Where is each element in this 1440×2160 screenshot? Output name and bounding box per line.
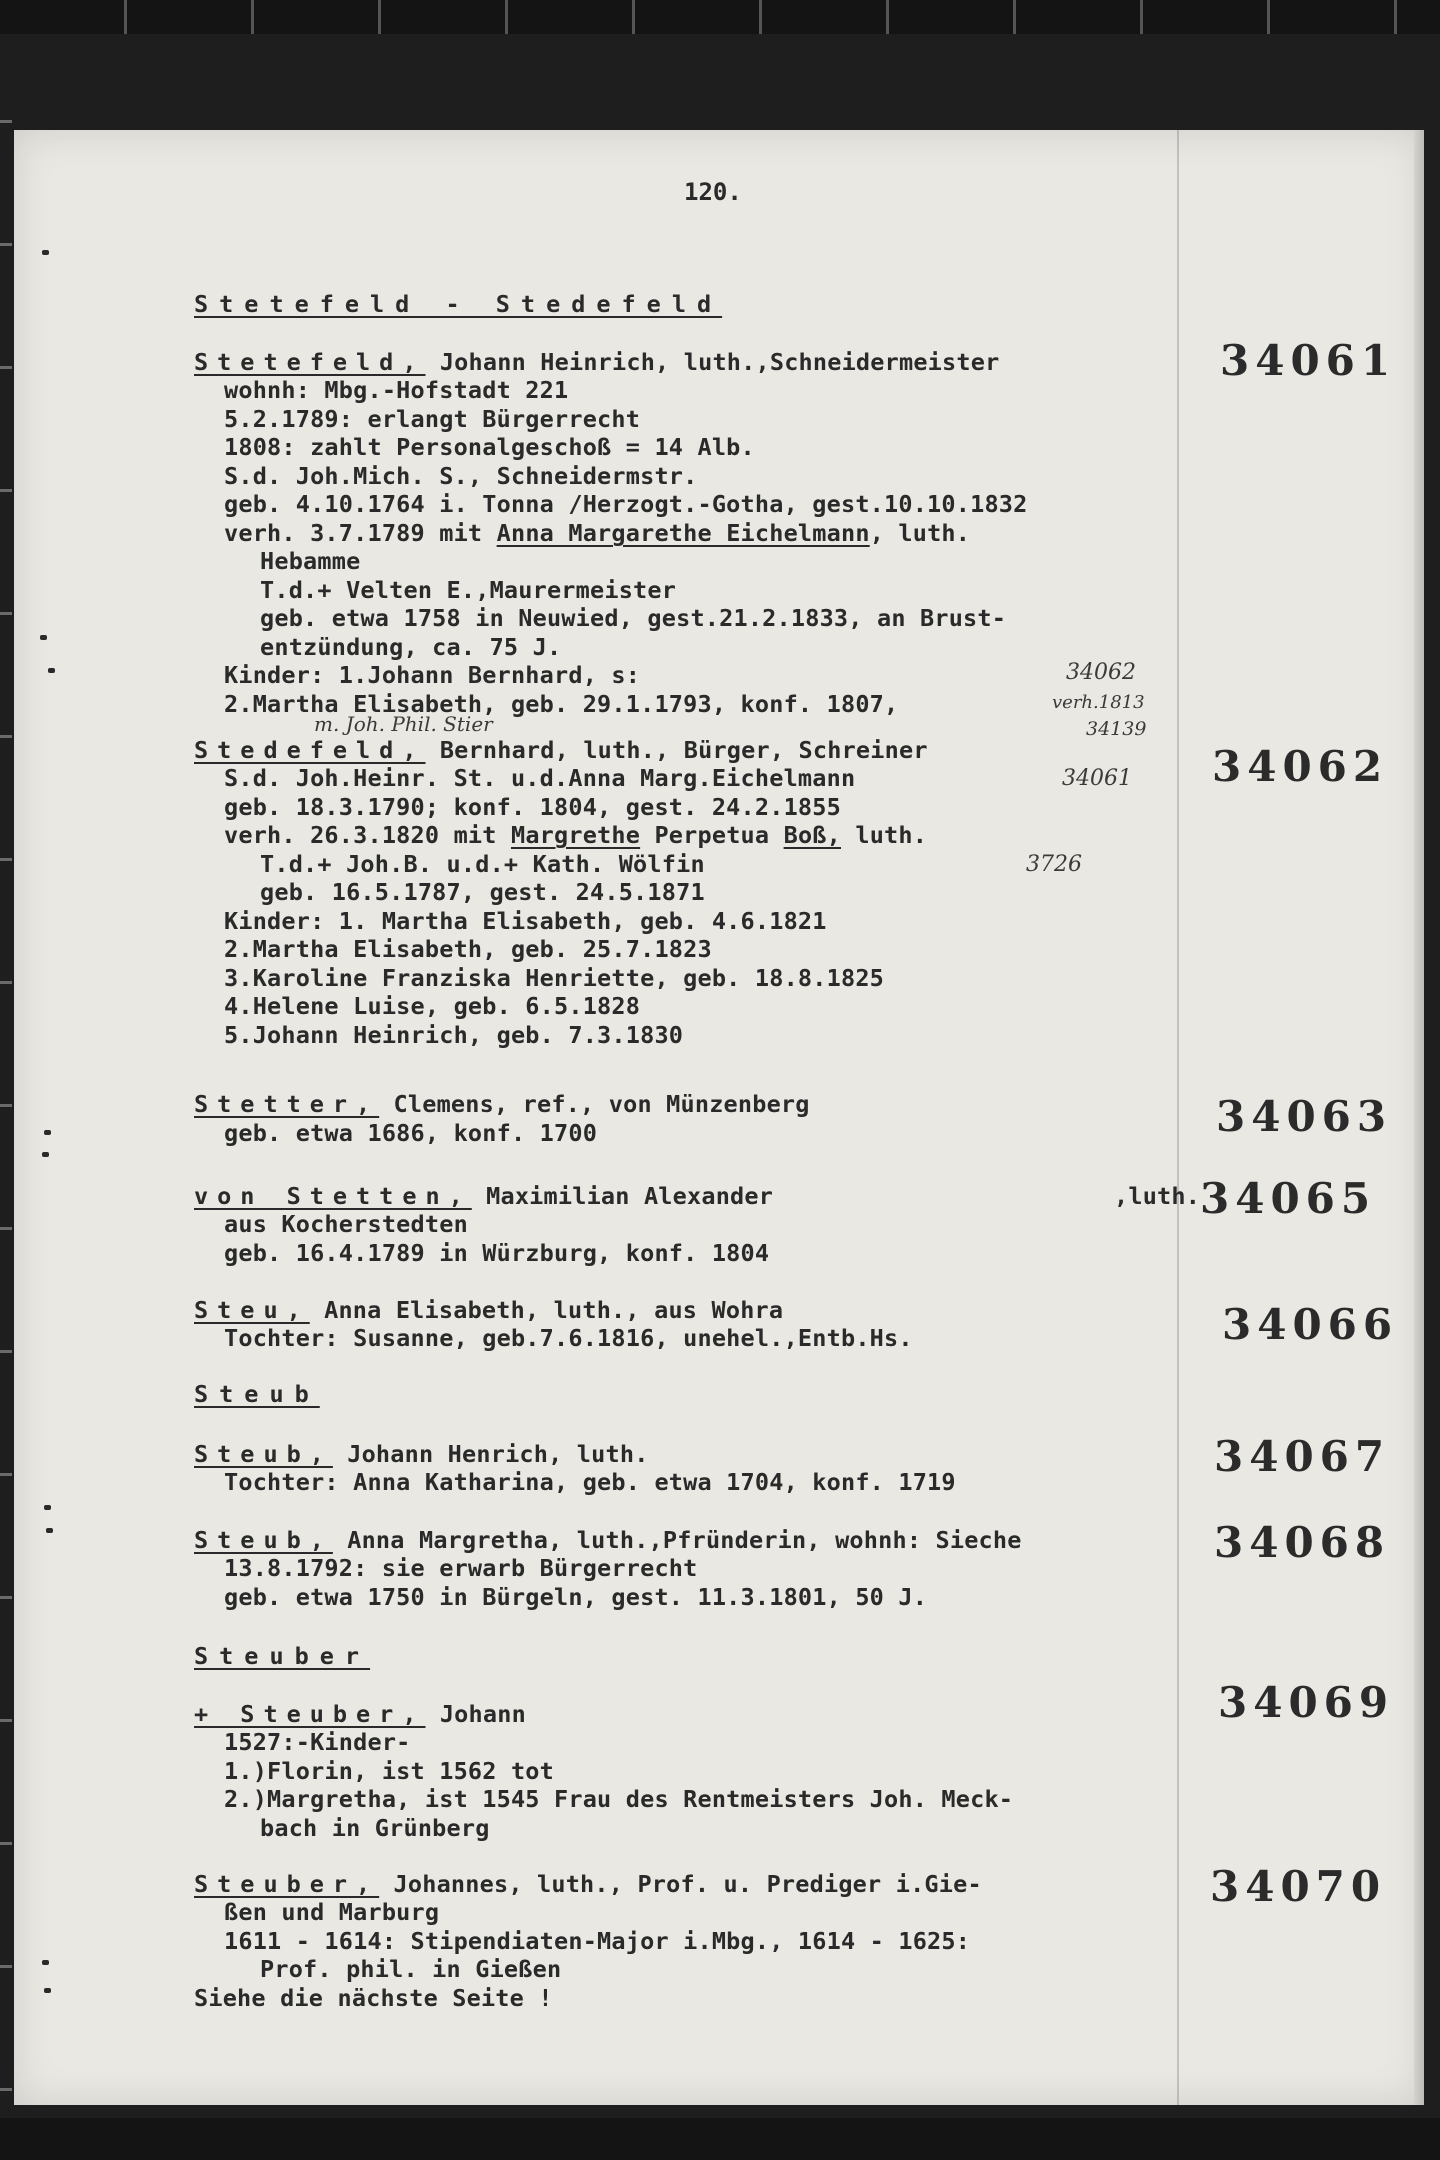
- entry-header: [194, 1526, 1022, 1555]
- punch-mark: [44, 1988, 51, 1993]
- entry-line: Tochter: Anna Katharina, geb. etwa 1704, konf. 1719: [224, 1468, 956, 1496]
- entry-header: [194, 1090, 810, 1119]
- entry-line: 5.2.1789: erlangt Bürgerrecht: [224, 405, 641, 433]
- entry-line: S.d. Joh.Mich. S., Schneidermstr.: [224, 462, 698, 490]
- entry-number: 34063: [1216, 1092, 1393, 1141]
- margin-line: [1177, 130, 1179, 2105]
- entry-line: 13.8.1792: sie erwarb Bürgerrecht: [224, 1554, 698, 1582]
- entry-line-text: verh. 3.7.1789 mit: [224, 519, 497, 547]
- punch-mark: [48, 668, 55, 673]
- entry-number: 34067: [1214, 1432, 1391, 1481]
- entry-header-text: Johann Henrich, luth.: [332, 1440, 649, 1468]
- handwritten-note: 34061: [1062, 766, 1132, 791]
- entry-header-text: Johann: [425, 1700, 526, 1728]
- entry-line-text: Perpetua: [640, 821, 784, 849]
- subheading: Steuber: [194, 1642, 371, 1670]
- entry-line: geb. 4.10.1764 i. Tonna /Herzogt.-Gotha, gest.10.10.1832: [224, 490, 1028, 518]
- punch-mark: [42, 1960, 49, 1965]
- spouse-name: Margrethe: [510, 821, 641, 849]
- entry-name: von Stetten,: [194, 1182, 472, 1210]
- entry-line: ßen und Marburg: [224, 1898, 440, 1926]
- entry-line: 1808: zahlt Personalgeschoß = 14 Alb.: [224, 433, 755, 461]
- film-strip-top: [0, 0, 1440, 34]
- entry-line: Prof. phil. in Gießen: [260, 1955, 562, 1983]
- entry-line: Kinder: 1. Martha Elisabeth, geb. 4.6.1821: [224, 907, 827, 935]
- entry-line: entzündung, ca. 75 J.: [260, 633, 562, 661]
- entry-line: 5.Johann Heinrich, geb. 7.3.1830: [224, 1021, 684, 1049]
- subheading: Steub: [194, 1380, 320, 1408]
- entry-line: 1527:-Kinder-: [224, 1728, 411, 1756]
- punch-mark: [44, 1505, 51, 1510]
- punch-mark: [44, 1130, 51, 1135]
- entry-number: 34066: [1222, 1300, 1399, 1349]
- spouse-name: Anna Margarethe Eichelmann: [496, 519, 870, 547]
- entry-line: geb. etwa 1750 in Bürgeln, gest. 11.3.1801, 50 J.: [224, 1583, 928, 1611]
- entry-header-text: Bernhard, luth., Bürger, Schreiner: [425, 736, 928, 764]
- handwritten-note: 34139: [1086, 718, 1147, 740]
- entry-line: 4.Helene Luise, geb. 6.5.1828: [224, 992, 641, 1020]
- handwritten-note: m. Joh. Phil. Stier: [314, 712, 493, 736]
- entry-header: [194, 1296, 783, 1325]
- entry-header: [194, 348, 999, 377]
- handwritten-note: 34062: [1066, 660, 1136, 685]
- entry-line: 3.Karoline Franziska Henriette, geb. 18.8.1825: [224, 964, 885, 992]
- entry-line: Siehe die nächste Seite !: [194, 1984, 553, 2012]
- entry-number: 34062: [1212, 742, 1389, 791]
- entry-line: 2.Martha Elisabeth, geb. 29.1.1793, konf. 1807,: [224, 690, 899, 718]
- entry-name: Steub,: [194, 1440, 333, 1468]
- entry-header-right: ,luth.: [1114, 1182, 1201, 1210]
- entry-header: [194, 1182, 773, 1211]
- punch-mark: [46, 1528, 53, 1533]
- entry-header: [194, 736, 928, 765]
- handwritten-note: verh.1813: [1052, 692, 1145, 713]
- entry-name: Steub,: [194, 1526, 333, 1554]
- punch-mark: [42, 250, 49, 255]
- entry-header-text: Anna Elisabeth, luth., aus Wohra: [309, 1296, 784, 1324]
- entry-line: Kinder: 1.Johann Bernhard, s:: [224, 661, 641, 689]
- entry-header: [194, 1440, 649, 1469]
- entry-header-text: Maximilian Alexander: [471, 1182, 774, 1210]
- entry-line: geb. etwa 1686, konf. 1700: [224, 1119, 598, 1147]
- entry-line: S.d. Joh.Heinr. St. u.d.Anna Marg.Eichelmann: [224, 764, 856, 792]
- punch-mark: [40, 635, 47, 640]
- entry-line: Tochter: Susanne, geb.7.6.1816, unehel.,Entb.Hs.: [224, 1324, 913, 1352]
- entry-number: 34061: [1220, 336, 1397, 385]
- entry-line: geb. 16.4.1789 in Würzburg, konf. 1804: [224, 1239, 770, 1267]
- entry-number: 34070: [1210, 1862, 1387, 1911]
- entry-line: 1611 - 1614: Stipendiaten-Major i.Mbg., 1614 - 1625:: [224, 1927, 971, 1955]
- entry-header-text: Clemens, ref., von Münzenberg: [379, 1090, 810, 1118]
- document-page: [14, 130, 1424, 2105]
- entry-line-text: verh. 26.3.1820 mit: [224, 821, 511, 849]
- entry-line: 2.)Margretha, ist 1545 Frau des Rentmeisters Joh. Meck-: [224, 1785, 1014, 1813]
- entry-line: [224, 519, 970, 548]
- entry-line: bach in Grünberg: [260, 1814, 490, 1842]
- spouse-name: Boß,: [783, 821, 841, 849]
- film-strip-bottom: [0, 2118, 1440, 2160]
- entry-name: Steu,: [194, 1296, 310, 1324]
- entry-header-text: Anna Margretha, luth.,Pfründerin, wohnh: Sieche: [332, 1526, 1022, 1554]
- entry-number: 34065: [1200, 1174, 1377, 1223]
- entry-line: geb. etwa 1758 in Neuwied, gest.21.2.1833, an Brust-: [260, 604, 1007, 632]
- paper-edge: [1414, 130, 1424, 2105]
- entry-name: Steuber,: [194, 1870, 380, 1898]
- entry-line: aus Kocherstedten: [224, 1210, 468, 1238]
- entry-line: 1.)Florin, ist 1562 tot: [224, 1757, 555, 1785]
- entry-name: + Steuber,: [194, 1700, 426, 1728]
- entry-number: 34069: [1218, 1678, 1395, 1727]
- punch-mark: [42, 1152, 49, 1157]
- entry-line: Hebamme: [260, 547, 361, 575]
- entry-line: [224, 821, 927, 850]
- entry-line: wohnh: Mbg.-Hofstadt 221: [224, 376, 569, 404]
- handwritten-note: 3726: [1026, 852, 1082, 877]
- film-edge-left: [0, 0, 12, 2160]
- entry-line: geb. 16.5.1787, gest. 24.5.1871: [260, 878, 705, 906]
- entry-header: [194, 1870, 982, 1899]
- entry-header-text: Johannes, luth., Prof. u. Prediger i.Gie-: [379, 1870, 982, 1898]
- entry-name: Stetter,: [194, 1090, 380, 1118]
- entry-line: geb. 18.3.1790; konf. 1804, gest. 24.2.1855: [224, 793, 841, 821]
- entry-name: Stedefeld,: [194, 736, 426, 764]
- entry-header: [194, 1700, 526, 1729]
- entry-header-text: Johann Heinrich, luth.,Schneidermeister: [425, 348, 1000, 376]
- entry-line: T.d.+ Velten E.,Maurermeister: [260, 576, 677, 604]
- entry-number: 34068: [1214, 1518, 1391, 1567]
- entry-name: Stetefeld,: [194, 348, 426, 376]
- entry-line: T.d.+ Joh.B. u.d.+ Kath. Wölfin: [260, 850, 705, 878]
- entry-line: 2.Martha Elisabeth, geb. 25.7.1823: [224, 935, 712, 963]
- page-number: 120.: [684, 178, 742, 206]
- entry-line-text: luth.: [841, 821, 928, 849]
- entry-line-text: , luth.: [869, 519, 971, 547]
- section-title: Stetefeld - Stedefeld: [194, 290, 723, 318]
